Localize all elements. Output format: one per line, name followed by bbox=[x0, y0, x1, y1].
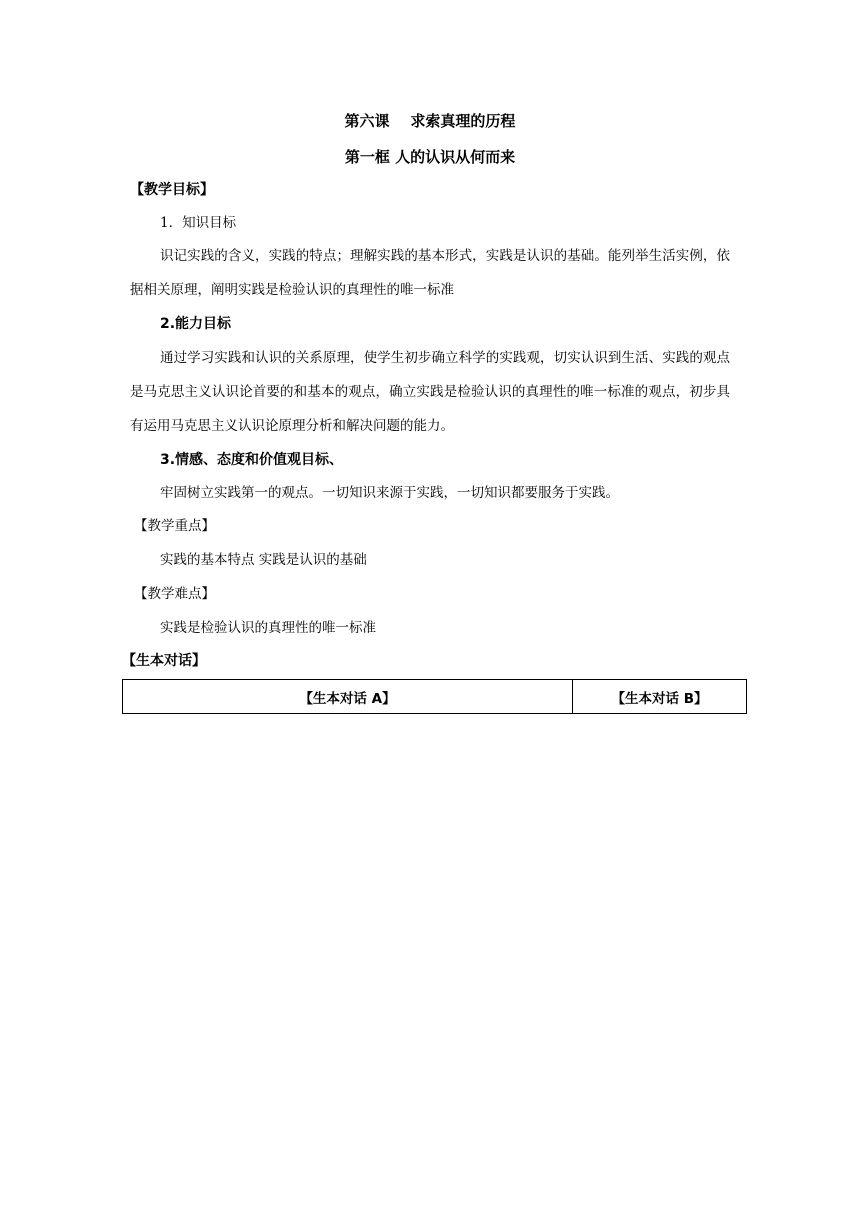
key-points-heading: 【教学重点】 bbox=[134, 518, 215, 534]
dialogue-a-header: 【生本对话 A】 bbox=[123, 680, 573, 714]
teaching-goals-heading: 【教学目标】 bbox=[130, 182, 214, 198]
dialogue-b-header: 【生本对话 B】 bbox=[573, 680, 747, 714]
ability-goal-heading: 2.能力目标 bbox=[160, 316, 232, 332]
dialogue-table bbox=[122, 679, 747, 714]
emotion-goal-text: 牢固树立实践第一的观点。一切知识来源于实践，一切知识都要服务于实践。 bbox=[160, 485, 619, 501]
table-row bbox=[123, 680, 747, 714]
dialogue-heading: 【生本对话】 bbox=[122, 653, 206, 669]
lesson-title: 第六课 求索真理的历程 bbox=[344, 112, 516, 130]
ability-goal-text: 通过学习实践和认识的关系原理，使学生初步确立科学的实践观，切实认识到生活、实践的观点是马克思主义认识论首要的和基本的观点，确立实践是检验认识的真理性的唯一标准的观点，初步具有运用马克思主义认识论原理分析和解决问题的能力。 bbox=[130, 350, 730, 434]
difficult-points-heading: 【教学难点】 bbox=[134, 586, 215, 602]
emotion-goal-heading: 3.情感、态度和价值观目标、 bbox=[160, 452, 344, 468]
key-points-text: 实践的基本特点 实践是认识的基础 bbox=[160, 552, 367, 568]
difficult-points-text: 实践是检验认识的真理性的唯一标准 bbox=[160, 620, 376, 636]
knowledge-goal-heading: 1．知识目标 bbox=[160, 215, 237, 231]
section-title: 第一框 人的认识从何而来 bbox=[344, 148, 516, 166]
knowledge-goal-text: 识记实践的含义，实践的特点；理解实践的基本形式，实践是认识的基础。能列举生活实例，依据相关原理，阐明实践是检验认识的真理性的唯一标准 bbox=[130, 248, 730, 298]
